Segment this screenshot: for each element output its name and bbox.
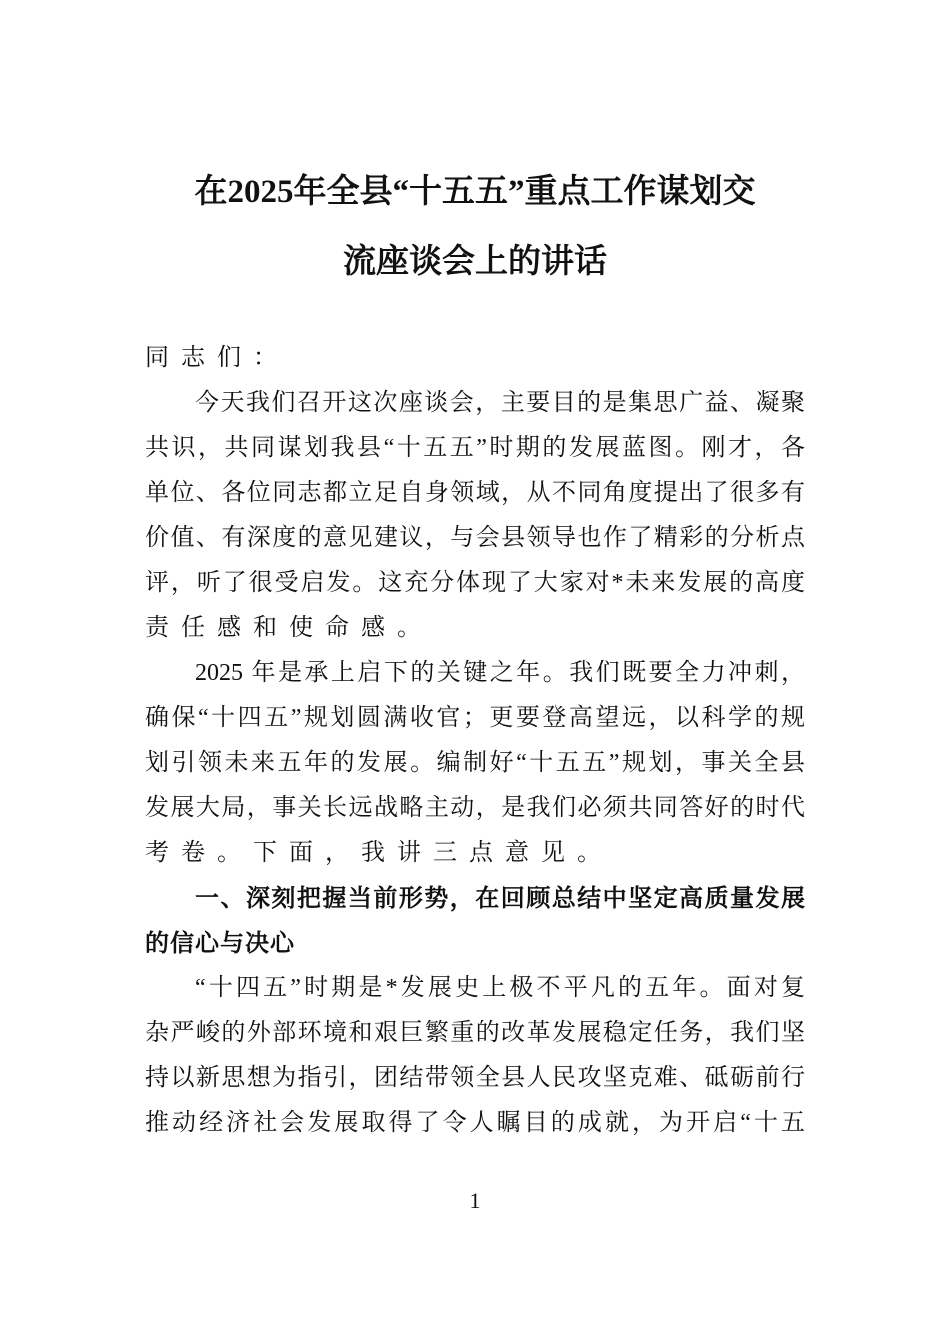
paragraph-line: 推动经济社会发展取得了令人瞩目的成就，为开启“十五: [145, 1110, 805, 1136]
paragraph-line: 划引领未来五年的发展。编制好“十五五”规划，事关全县: [145, 750, 805, 776]
paragraph-line: 2025 年是承上启下的关键之年。我们既要全力冲刺，: [195, 660, 805, 686]
paragraph-1: [145, 381, 805, 651]
paragraph-line: 考卷。下面，我讲三点意见。: [145, 840, 613, 866]
document-title-line-1: 在2025年全县“十五五”重点工作谋划交: [194, 174, 756, 210]
paragraph-line: 杂严峻的外部环境和艰巨繁重的改革发展稳定任务，我们坚: [145, 1020, 805, 1046]
paragraph-line: 价值、有深度的意见建议，与会县领导也作了精彩的分析点: [145, 525, 805, 551]
page-number: 1: [469, 1188, 481, 1213]
paragraph-line: 评，听了很受启发。这充分体现了大家对*未来发展的高度: [145, 570, 805, 596]
paragraph-2: [145, 651, 805, 876]
paragraph-line: 发展大局，事关长远战略主动，是我们必须共同答好的时代: [145, 795, 805, 821]
salutation: 同志们：: [145, 345, 289, 371]
paragraph-line: “十四五”时期是*发展史上极不平凡的五年。面对复: [195, 975, 805, 1001]
paragraph-line: 责任感和使命感。: [145, 615, 433, 641]
paragraph-3: [145, 966, 805, 1146]
document-body: [145, 336, 805, 1146]
heading-line: 一、深刻把握当前形势，在回顾总结中坚定高质量发展: [195, 885, 805, 912]
heading-line: 的信心与决心: [145, 930, 295, 957]
paragraph-line: 确保“十四五”规划圆满收官；更要登高望远，以科学的规: [145, 705, 805, 731]
document-title-line-2: 流座谈会上的讲话: [343, 244, 607, 280]
paragraph-line: 共识，共同谋划我县“十五五”时期的发展蓝图。刚才，各: [145, 435, 805, 461]
section-heading-1: [145, 876, 805, 966]
paragraph-line: 单位、各位同志都立足自身领域，从不同角度提出了很多有: [145, 480, 805, 506]
paragraph-line: 持以新思想为指引，团结带领全县人民攻坚克难、砥砺前行: [145, 1065, 805, 1091]
paragraph-line: 今天我们召开这次座谈会，主要目的是集思广益、凝聚: [195, 390, 805, 416]
